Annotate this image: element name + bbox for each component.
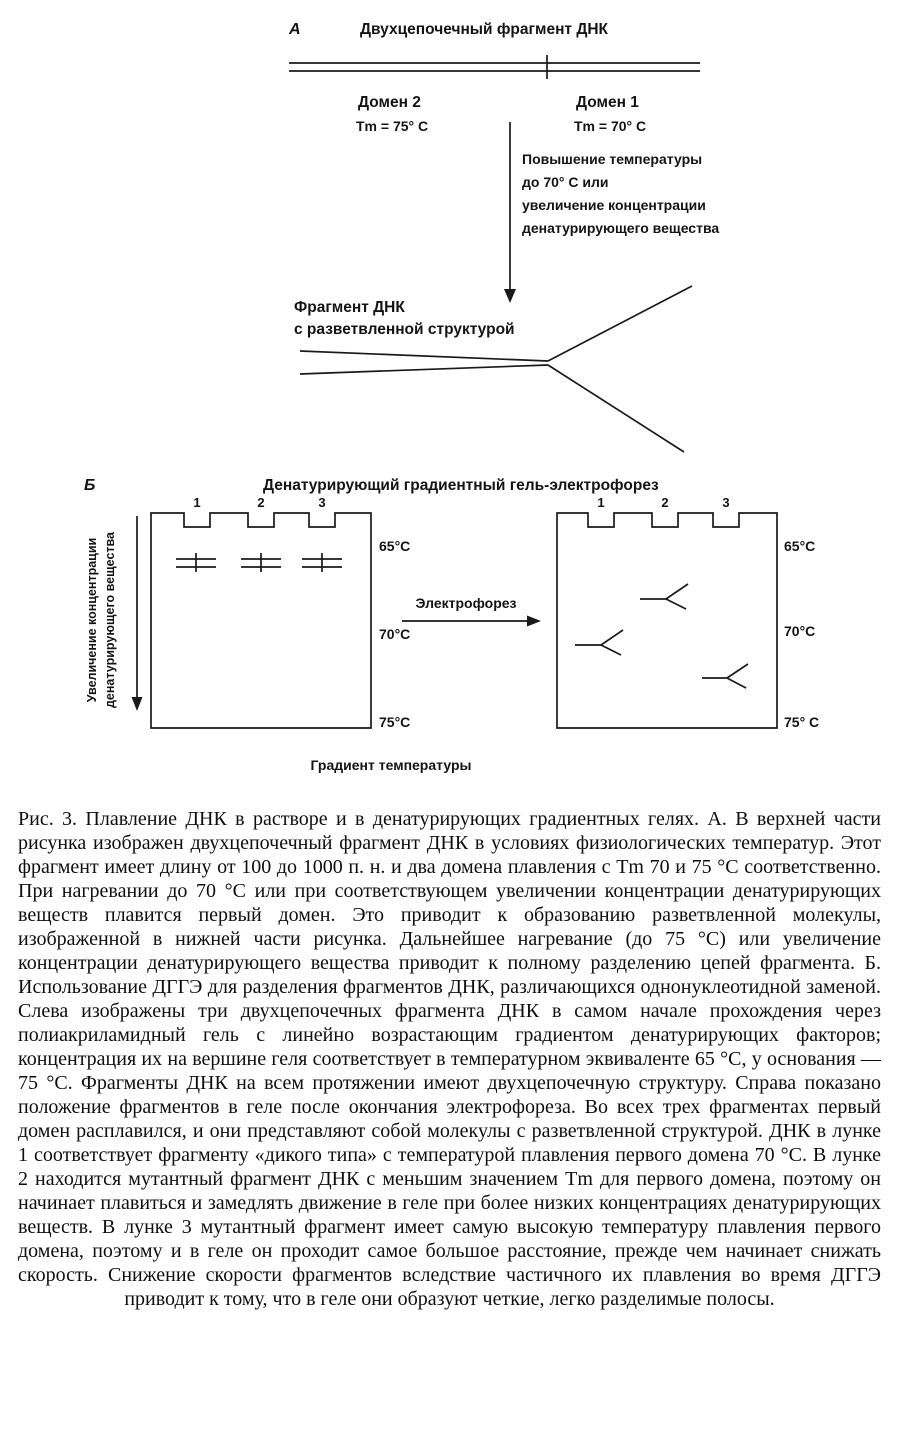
molecule-arm-up [727, 664, 748, 678]
molecule-arm-up [666, 584, 688, 599]
concentration-down-arrow-icon [132, 516, 143, 711]
electrophoresis-label: Электрофорез [415, 595, 517, 611]
branched-label-line1: Фрагмент ДНК [294, 299, 405, 316]
condition-line-4: денатурирующего вещества [522, 220, 720, 236]
left-gel-temp-70: 70°C [379, 626, 411, 642]
left-gel-lane-2-number: 2 [257, 495, 265, 510]
molecule-arm-down [666, 599, 686, 609]
concentration-arrow-head [132, 697, 143, 711]
domain2-tm: Tm = 75° C [356, 118, 429, 134]
condition-line-3: увеличение концентрации [522, 197, 706, 213]
duplex-band-lane-1 [176, 553, 216, 572]
left-gel-outline [151, 513, 371, 728]
y-axis-label-line1: Увеличение концентрации [85, 537, 99, 703]
figure-caption: Рис. 3. Плавление ДНК в растворе и в денатурирующих градиентных гелях. А. В верхней части рисунка изображен двухцепочечный фрагмент ДНК в условиях физиологических температур. Этот фрагмент имеет длину от 100 до 1000 п. н. и два домена плавления с Tm 70 и 75 °С соответственно. При нагревании до 70 °С или при соответствующем увеличении концентрации денатурирующих веществ плавится первый домен. Это приводит к образованию разветвленной молекулы, изображенной в нижней части рисунка. Дальнейшее нагревание (до 75 °С) или увеличение концентрации денатурирующего вещества приводит к полному разделению цепей фрагмента. Б. Использование ДГГЭ для разделения фрагментов ДНК, различающихся однонуклеотидной заменой. Слева изображены три двухцепочечных фрагмента ДНК в самом начале прохождения через полиакриламидный гель с линейно возрастающим градиентом денатурирующих факторов; концентрация их на вершине геля соответствует в температурном эквиваленте 65 °С, у основания — 75 °С. Фрагменты ДНК на всем протяжении имеют двухцепочечную структуру. Справа показано положение фрагментов в геле после окончания электрофореза. Во всех трех фрагментах первый домен расплавился, и они представляют собой молекулы с разветвленной структурой. ДНК в лунке 1 соответствует фрагменту «дикого типа» с температурой плавления первого домена 70 °С. В лунке 2 находится мутантный фрагмент ДНК с меньшим значением Tm для первого домена, поэтому он начинает плавиться и замедлять движение в геле при более низких концентрациях денатурирующих веществ. В лунке 3 мутантный фрагмент имеет самую высокую температуру плавления первого домена, поэтому и в геле он проходит самое большое расстояние, прежде чем начинает снижать скорость. Снижение скорости фрагментов вследствие частичного их плавления во время ДГГЭ приводит к тому, что в геле они образуют четкие, легко разделимые полосы. [18, 808, 881, 1310]
left-gel [151, 495, 410, 730]
panel-a-title: Двухцепочечный фрагмент ДНК [360, 21, 609, 38]
panel-a [288, 21, 719, 452]
left-gel-temp-65: 65°C [379, 538, 411, 554]
left-gel-lane-3-number: 3 [318, 495, 326, 510]
branched-arm-down [548, 365, 684, 452]
right-gel-lane-3-number: 3 [722, 495, 730, 510]
right-gel-temp-70: 70°C [784, 623, 816, 639]
left-gel-temp-75: 75°C [379, 714, 411, 730]
domain1-label: Домен 1 [576, 94, 639, 111]
electrophoresis-arrow-head [527, 616, 541, 627]
duplex-band-lane-3 [302, 553, 342, 572]
panel-a-label: А [289, 21, 301, 38]
left-gel-lane-1-number: 1 [193, 495, 201, 510]
condition-line-2: до 70° С или [522, 174, 609, 190]
right-gel-outline [557, 513, 777, 728]
y-axis-label-line2: денатурирующего вещества [103, 531, 117, 709]
condition-line-1: Повышение температуры [522, 151, 703, 167]
right-gel-temp-65: 65°C [784, 538, 816, 554]
down-arrow-icon [504, 122, 516, 303]
panel-b-label: Б [84, 477, 96, 494]
panel-b-title: Денатурирующий градиентный гель-электрофорез [263, 477, 659, 494]
panel-b [84, 477, 819, 773]
molecule-arm-up [601, 630, 623, 645]
molecule-arm-down [601, 645, 621, 655]
branched-stem-top [300, 351, 548, 361]
temperature-gradient-label: Градиент температуры [310, 757, 472, 773]
branched-stem-bottom [300, 365, 548, 374]
branched-label-line2: с разветвленной структурой [294, 321, 515, 338]
right-gel-lane-1-number: 1 [597, 495, 605, 510]
right-gel [557, 495, 819, 730]
duplex-band-lane-2 [241, 553, 281, 572]
electrophoresis-right-arrow-icon [402, 616, 541, 627]
molecule-arm-down [727, 678, 746, 688]
right-gel-lane-2-number: 2 [661, 495, 669, 510]
branched-molecule-lane-2 [640, 584, 688, 609]
branched-molecule-lane-3 [702, 664, 748, 688]
dna-duplex-schematic [289, 55, 700, 79]
domain1-tm: Tm = 70° C [574, 118, 647, 134]
branched-molecule-lane-1 [575, 630, 623, 655]
down-arrow-head [504, 289, 516, 303]
right-gel-temp-75: 75° C [784, 714, 820, 730]
domain2-label: Домен 2 [358, 94, 421, 111]
branched-arm-up [548, 286, 692, 361]
condition-note [522, 151, 719, 236]
